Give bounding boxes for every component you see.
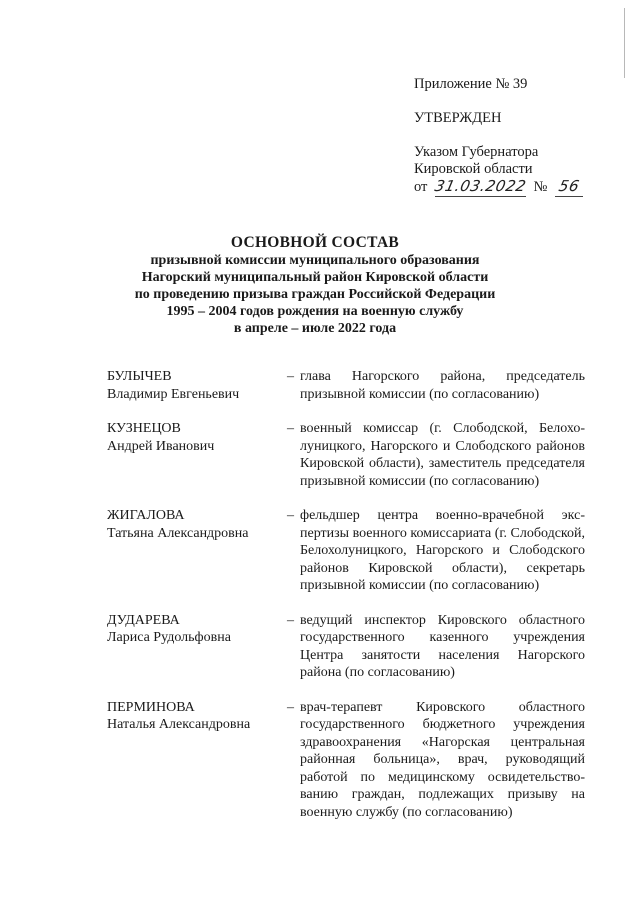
decree-date-value: 31.03.2022 [433,177,528,195]
member-entry [107,507,585,595]
member-dash: – [287,421,294,436]
approved-label: УТВЕРЖДЕН [414,110,502,126]
member-entry [107,699,585,822]
approval-stamp [414,76,614,197]
member-dash: – [287,612,294,628]
member-surname: ЖИГАЛОВА [107,508,185,523]
member-surname: ДУДАРЕВА [107,612,180,628]
date-prefix: от [414,179,428,195]
appendix-number: Приложение № 39 [414,76,528,92]
member-entry [107,368,585,403]
member-role: фельдшер центра военно-врачебной экспертизы военного комиссариата (г. Слободской, Белохолуницкого, Нагорского и Слободского районов Кировской области), секретарь призывной комиссии (по согласованию) [300,508,585,593]
number-prefix: № [533,179,548,195]
title-line-4: 1995 – 2004 годов рождения на военную службу [166,304,464,319]
member-role: военный комиссар (г. Слободской, Белохолуницкого, Нагорского и Слободского районов Кировской области), заместитель председателя призывной комиссии (по согласованию) [300,421,585,489]
title-line-1: призывной комиссии муниципального образования [150,253,480,268]
member-name [107,507,287,595]
member-dash: – [287,508,294,523]
member-role: врач-терапевт Кировского областного государственного бюджетного учреждения здравоохранения «Нагорская центральная районная больница», врач, руководящий работой по медицинскому освидетельствованию граждан, подлежащих призыву на военную службу (по согласованию) [300,699,585,820]
commission-members-list [107,368,585,838]
member-role: ведущий инспектор Кировского областного государственного казенного учреждения Центра занятости населения Нагорского района (по согласованию) [300,612,585,680]
member-surname: КУЗНЕЦОВ [107,421,181,436]
member-role: глава Нагорского района, председатель призывной комиссии (по согласованию) [300,369,585,402]
member-given-name: Татьяна Александровна [107,525,249,541]
member-entry [107,420,585,490]
member-surname: ПЕРМИНОВА [107,699,195,715]
member-given-name: Наталья Александровна [107,717,251,732]
title-line-5: в апреле – июле 2022 года [233,321,397,336]
document-title [80,234,550,337]
member-dash: – [287,699,294,715]
decree-date-line [414,178,614,197]
decree-number-value: 56 [557,177,582,195]
title-line-2: Нагорский муниципальный район Кировской области [141,270,489,285]
member-entry [107,612,585,682]
member-name [107,420,287,490]
member-dash: – [287,369,294,384]
decree-line-1: Указом Губернатора [414,144,539,160]
decree-date-handwritten [435,178,526,197]
decree-number-handwritten [555,178,583,197]
member-surname: БУЛЫЧЕВ [107,369,172,384]
member-name [107,368,287,403]
member-name [107,699,287,822]
scan-edge-line [624,8,625,78]
member-given-name: Андрей Иванович [107,438,215,454]
member-name [107,612,287,682]
title-main: ОСНОВНОЙ СОСТАВ [230,234,400,251]
title-line-3: по проведению призыва граждан Российской Федерации [134,287,496,302]
member-given-name: Лариса Рудольфовна [107,630,231,645]
decree-line-2: Кировской области [414,161,533,177]
member-given-name: Владимир Евгеньевич [107,386,240,402]
